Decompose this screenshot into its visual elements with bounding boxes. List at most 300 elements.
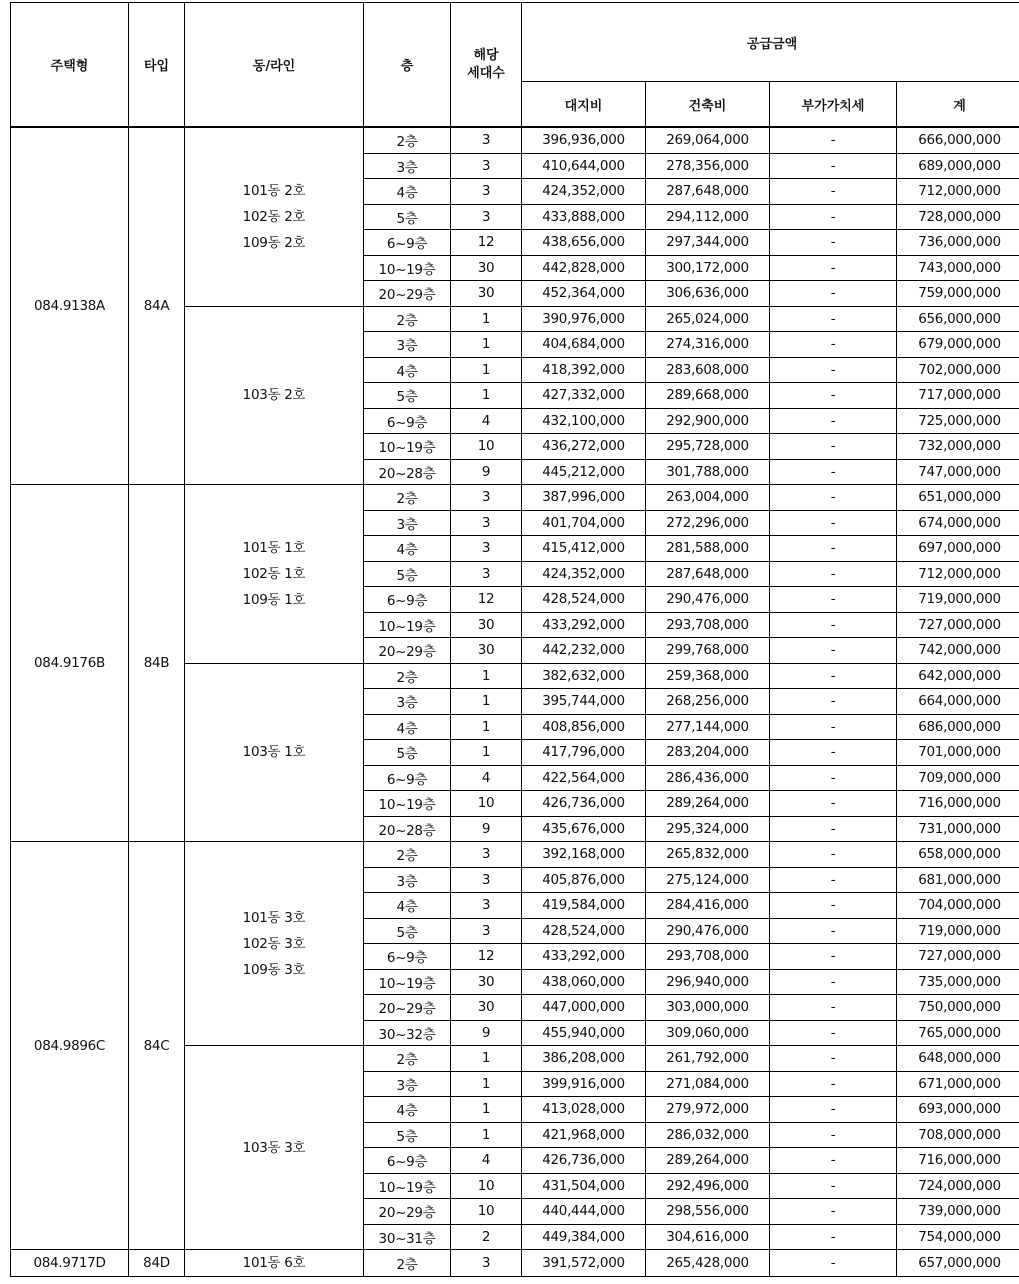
units-cell: 1: [451, 1046, 522, 1072]
vat-cell: -: [770, 1122, 897, 1148]
units-cell: 3: [451, 485, 522, 511]
units-cell: 3: [451, 842, 522, 868]
land-price-cell: 417,796,000: [522, 740, 646, 766]
units-cell: 3: [451, 153, 522, 179]
units-cell: 3: [451, 127, 522, 153]
vat-cell: -: [770, 969, 897, 995]
vat-cell: -: [770, 638, 897, 664]
dong-line-label: 109동 3호: [242, 961, 306, 978]
header-units: [451, 3, 522, 128]
units-cell: 1: [451, 1071, 522, 1097]
table-body: [11, 127, 1019, 1277]
units-cell: 1: [451, 663, 522, 689]
units-cell: 3: [451, 918, 522, 944]
table-row: [11, 1250, 1019, 1277]
units-cell: 12: [451, 230, 522, 256]
land-price-cell: 433,292,000: [522, 944, 646, 970]
land-price-cell: 432,100,000: [522, 408, 646, 434]
vat-cell: -: [770, 612, 897, 638]
units-cell: 10: [451, 1173, 522, 1199]
vat-cell: -: [770, 383, 897, 409]
total-price-cell: 642,000,000: [897, 663, 1019, 689]
total-price-cell: 728,000,000: [897, 204, 1019, 230]
floor-cell: 6~9층: [364, 1148, 451, 1174]
total-price-cell: 657,000,000: [897, 1250, 1019, 1277]
units-cell: 1: [451, 714, 522, 740]
building-price-cell: 277,144,000: [646, 714, 770, 740]
vat-cell: -: [770, 357, 897, 383]
total-price-cell: 648,000,000: [897, 1046, 1019, 1072]
building-price-cell: 297,344,000: [646, 230, 770, 256]
units-cell: 1: [451, 689, 522, 715]
vat-cell: -: [770, 332, 897, 358]
total-price-cell: 719,000,000: [897, 587, 1019, 613]
total-price-cell: 679,000,000: [897, 332, 1019, 358]
floor-cell: 2층: [364, 663, 451, 689]
total-price-cell: 724,000,000: [897, 1173, 1019, 1199]
total-price-cell: 709,000,000: [897, 765, 1019, 791]
floor-cell: 2층: [364, 485, 451, 511]
dong-line-label: 101동 3호: [242, 909, 306, 926]
vat-cell: -: [770, 255, 897, 281]
land-price-cell: 386,208,000: [522, 1046, 646, 1072]
land-price-cell: 408,856,000: [522, 714, 646, 740]
vat-cell: -: [770, 1071, 897, 1097]
header-building: 건축비: [646, 82, 770, 128]
units-cell: 3: [451, 179, 522, 205]
land-price-cell: 428,524,000: [522, 918, 646, 944]
total-price-cell: 750,000,000: [897, 995, 1019, 1021]
total-price-cell: 754,000,000: [897, 1224, 1019, 1250]
dong-line-cell: [185, 663, 364, 842]
dong-line-cell: [185, 842, 364, 1046]
floor-cell: 20~29층: [364, 281, 451, 307]
floor-cell: 5층: [364, 740, 451, 766]
land-price-cell: 401,704,000: [522, 510, 646, 536]
land-price-cell: 455,940,000: [522, 1020, 646, 1046]
total-price-cell: 731,000,000: [897, 816, 1019, 842]
type-cell: 84C: [129, 842, 185, 1250]
floor-cell: 5층: [364, 1122, 451, 1148]
land-price-cell: 433,888,000: [522, 204, 646, 230]
dong-line-label: 109동 2호: [242, 234, 306, 251]
building-price-cell: 281,588,000: [646, 536, 770, 562]
building-price-cell: 265,832,000: [646, 842, 770, 868]
units-cell: 30: [451, 255, 522, 281]
units-cell: 12: [451, 587, 522, 613]
land-price-cell: 426,736,000: [522, 791, 646, 817]
floor-cell: 2층: [364, 127, 451, 153]
floor-cell: 6~9층: [364, 944, 451, 970]
type-cell: 84B: [129, 485, 185, 842]
land-price-cell: 387,996,000: [522, 485, 646, 511]
building-price-cell: 275,124,000: [646, 867, 770, 893]
floor-cell: 2층: [364, 842, 451, 868]
building-price-cell: 296,940,000: [646, 969, 770, 995]
land-price-cell: 426,736,000: [522, 1148, 646, 1174]
units-cell: 1: [451, 1097, 522, 1123]
floor-cell: 6~9층: [364, 587, 451, 613]
floor-cell: 4층: [364, 893, 451, 919]
units-cell: 10: [451, 791, 522, 817]
total-price-cell: 701,000,000: [897, 740, 1019, 766]
land-price-cell: 395,744,000: [522, 689, 646, 715]
units-cell: 30: [451, 969, 522, 995]
building-price-cell: 292,496,000: [646, 1173, 770, 1199]
floor-cell: 10~19층: [364, 612, 451, 638]
land-price-cell: 421,968,000: [522, 1122, 646, 1148]
land-price-cell: 445,212,000: [522, 459, 646, 485]
land-price-cell: 399,916,000: [522, 1071, 646, 1097]
building-price-cell: 259,368,000: [646, 663, 770, 689]
header-housing-type: 주택형: [11, 3, 129, 128]
floor-cell: 20~29층: [364, 1199, 451, 1225]
dong-line-cell: [185, 1250, 364, 1277]
vat-cell: -: [770, 434, 897, 460]
type-cell: 84D: [129, 1250, 185, 1277]
vat-cell: -: [770, 663, 897, 689]
total-price-cell: 765,000,000: [897, 1020, 1019, 1046]
supply-price-table: [10, 2, 1019, 1277]
building-price-cell: 271,084,000: [646, 1071, 770, 1097]
vat-cell: -: [770, 1250, 897, 1277]
total-price-cell: 686,000,000: [897, 714, 1019, 740]
dong-line-label: 102동 3호: [242, 935, 306, 952]
land-price-cell: 442,232,000: [522, 638, 646, 664]
land-price-cell: 396,936,000: [522, 127, 646, 153]
land-price-cell: 442,828,000: [522, 255, 646, 281]
dong-line-label: 109동 1호: [242, 591, 306, 608]
units-cell: 3: [451, 893, 522, 919]
building-price-cell: 263,004,000: [646, 485, 770, 511]
total-price-cell: 742,000,000: [897, 638, 1019, 664]
land-price-cell: 436,272,000: [522, 434, 646, 460]
dong-line-label: 103동 3호: [242, 1139, 306, 1156]
housing-type-cell: 084.9138A: [11, 127, 129, 485]
building-price-cell: 289,668,000: [646, 383, 770, 409]
floor-cell: 5층: [364, 918, 451, 944]
land-price-cell: 447,000,000: [522, 995, 646, 1021]
land-price-cell: 392,168,000: [522, 842, 646, 868]
dong-line-label: 101동 6호: [242, 1255, 306, 1271]
building-price-cell: 290,476,000: [646, 918, 770, 944]
floor-cell: 20~28층: [364, 816, 451, 842]
header-floor: 층: [364, 3, 451, 128]
building-price-cell: 265,024,000: [646, 306, 770, 332]
building-price-cell: 298,556,000: [646, 1199, 770, 1225]
total-price-cell: 732,000,000: [897, 434, 1019, 460]
land-price-cell: 438,656,000: [522, 230, 646, 256]
total-price-cell: 759,000,000: [897, 281, 1019, 307]
units-cell: 3: [451, 867, 522, 893]
vat-cell: -: [770, 740, 897, 766]
units-cell: 1: [451, 306, 522, 332]
total-price-cell: 704,000,000: [897, 893, 1019, 919]
header-land: 대지비: [522, 82, 646, 128]
units-cell: 3: [451, 561, 522, 587]
units-cell: 3: [451, 1250, 522, 1277]
total-price-cell: 708,000,000: [897, 1122, 1019, 1148]
vat-cell: -: [770, 408, 897, 434]
dong-line-cell: [185, 485, 364, 664]
floor-cell: 4층: [364, 536, 451, 562]
total-price-cell: 716,000,000: [897, 791, 1019, 817]
floor-cell: 2층: [364, 1046, 451, 1072]
vat-cell: -: [770, 306, 897, 332]
total-price-cell: 689,000,000: [897, 153, 1019, 179]
header-dong-line: 동/라인: [185, 3, 364, 128]
units-cell: 10: [451, 434, 522, 460]
units-cell: 30: [451, 995, 522, 1021]
header-total: 계: [897, 82, 1019, 128]
units-cell: 4: [451, 765, 522, 791]
building-price-cell: 294,112,000: [646, 204, 770, 230]
total-price-cell: 666,000,000: [897, 127, 1019, 153]
land-price-cell: 440,444,000: [522, 1199, 646, 1225]
building-price-cell: 287,648,000: [646, 561, 770, 587]
dong-line-cell: [185, 127, 364, 306]
vat-cell: -: [770, 230, 897, 256]
vat-cell: -: [770, 127, 897, 153]
housing-type-cell: 084.9896C: [11, 842, 129, 1250]
units-cell: 2: [451, 1224, 522, 1250]
units-cell: 12: [451, 944, 522, 970]
floor-cell: 10~19층: [364, 969, 451, 995]
total-price-cell: 658,000,000: [897, 842, 1019, 868]
total-price-cell: 736,000,000: [897, 230, 1019, 256]
total-price-cell: 693,000,000: [897, 1097, 1019, 1123]
total-price-cell: 651,000,000: [897, 485, 1019, 511]
total-price-cell: 674,000,000: [897, 510, 1019, 536]
building-price-cell: 287,648,000: [646, 179, 770, 205]
land-price-cell: 413,028,000: [522, 1097, 646, 1123]
land-price-cell: 390,976,000: [522, 306, 646, 332]
land-price-cell: 427,332,000: [522, 383, 646, 409]
housing-type-cell: 084.9176B: [11, 485, 129, 842]
units-cell: 4: [451, 408, 522, 434]
building-price-cell: 269,064,000: [646, 127, 770, 153]
land-price-cell: 410,644,000: [522, 153, 646, 179]
building-price-cell: 295,728,000: [646, 434, 770, 460]
units-cell: 4: [451, 1148, 522, 1174]
total-price-cell: 697,000,000: [897, 536, 1019, 562]
total-price-cell: 727,000,000: [897, 612, 1019, 638]
header-supply-price: 공급금액: [522, 3, 1019, 82]
total-price-cell: 725,000,000: [897, 408, 1019, 434]
floor-cell: 30~32층: [364, 1020, 451, 1046]
land-price-cell: 452,364,000: [522, 281, 646, 307]
land-price-cell: 419,584,000: [522, 893, 646, 919]
units-cell: 3: [451, 204, 522, 230]
building-price-cell: 286,436,000: [646, 765, 770, 791]
building-price-cell: 268,256,000: [646, 689, 770, 715]
floor-cell: 5층: [364, 561, 451, 587]
header-units-line-2: 세대수: [467, 65, 505, 81]
header-vat: 부가가치세: [770, 82, 897, 128]
floor-cell: 10~19층: [364, 255, 451, 281]
vat-cell: -: [770, 179, 897, 205]
building-price-cell: 306,636,000: [646, 281, 770, 307]
floor-cell: 6~9층: [364, 765, 451, 791]
floor-cell: 3층: [364, 867, 451, 893]
dong-line-cell: [185, 306, 364, 485]
land-price-cell: 422,564,000: [522, 765, 646, 791]
units-cell: 1: [451, 383, 522, 409]
floor-cell: 6~9층: [364, 230, 451, 256]
total-price-cell: 717,000,000: [897, 383, 1019, 409]
vat-cell: -: [770, 714, 897, 740]
units-cell: 1: [451, 740, 522, 766]
total-price-cell: 735,000,000: [897, 969, 1019, 995]
total-price-cell: 656,000,000: [897, 306, 1019, 332]
vat-cell: -: [770, 791, 897, 817]
floor-cell: 4층: [364, 714, 451, 740]
building-price-cell: 283,608,000: [646, 357, 770, 383]
units-cell: 9: [451, 1020, 522, 1046]
total-price-cell: 664,000,000: [897, 689, 1019, 715]
dong-line-label: 103동 2호: [242, 387, 306, 404]
building-price-cell: 283,204,000: [646, 740, 770, 766]
vat-cell: -: [770, 689, 897, 715]
vat-cell: -: [770, 1020, 897, 1046]
units-cell: 1: [451, 1122, 522, 1148]
building-price-cell: 279,972,000: [646, 1097, 770, 1123]
units-cell: 3: [451, 510, 522, 536]
building-price-cell: 286,032,000: [646, 1122, 770, 1148]
floor-cell: 3층: [364, 1071, 451, 1097]
total-price-cell: 681,000,000: [897, 867, 1019, 893]
vat-cell: -: [770, 1224, 897, 1250]
floor-cell: 3층: [364, 153, 451, 179]
building-price-cell: 299,768,000: [646, 638, 770, 664]
total-price-cell: 716,000,000: [897, 1148, 1019, 1174]
dong-line-label: 102동 2호: [242, 208, 306, 225]
dong-line-cell: [185, 1046, 364, 1250]
land-price-cell: 424,352,000: [522, 179, 646, 205]
dong-line-label: 102동 1호: [242, 565, 306, 582]
building-price-cell: 289,264,000: [646, 1148, 770, 1174]
land-price-cell: 438,060,000: [522, 969, 646, 995]
floor-cell: 20~29층: [364, 995, 451, 1021]
land-price-cell: 431,504,000: [522, 1173, 646, 1199]
total-price-cell: 719,000,000: [897, 918, 1019, 944]
floor-cell: 3층: [364, 510, 451, 536]
total-price-cell: 671,000,000: [897, 1071, 1019, 1097]
building-price-cell: 272,296,000: [646, 510, 770, 536]
type-cell: 84A: [129, 127, 185, 485]
land-price-cell: 382,632,000: [522, 663, 646, 689]
building-price-cell: 278,356,000: [646, 153, 770, 179]
land-price-cell: 415,412,000: [522, 536, 646, 562]
floor-cell: 20~29층: [364, 638, 451, 664]
building-price-cell: 261,792,000: [646, 1046, 770, 1072]
building-price-cell: 301,788,000: [646, 459, 770, 485]
vat-cell: -: [770, 918, 897, 944]
vat-cell: -: [770, 995, 897, 1021]
building-price-cell: 304,616,000: [646, 1224, 770, 1250]
floor-cell: 4층: [364, 1097, 451, 1123]
building-price-cell: 289,264,000: [646, 791, 770, 817]
floor-cell: 5층: [364, 383, 451, 409]
building-price-cell: 274,316,000: [646, 332, 770, 358]
vat-cell: -: [770, 816, 897, 842]
building-price-cell: 295,324,000: [646, 816, 770, 842]
land-price-cell: 424,352,000: [522, 561, 646, 587]
units-cell: 3: [451, 536, 522, 562]
units-cell: 10: [451, 1199, 522, 1225]
vat-cell: -: [770, 1148, 897, 1174]
units-cell: 9: [451, 816, 522, 842]
total-price-cell: 712,000,000: [897, 561, 1019, 587]
vat-cell: -: [770, 944, 897, 970]
floor-cell: 3층: [364, 689, 451, 715]
housing-type-cell: 084.9717D: [11, 1250, 129, 1277]
vat-cell: -: [770, 281, 897, 307]
floor-cell: 30~31층: [364, 1224, 451, 1250]
vat-cell: -: [770, 765, 897, 791]
table-row: [11, 485, 1019, 511]
building-price-cell: 293,708,000: [646, 944, 770, 970]
vat-cell: -: [770, 1199, 897, 1225]
table-row: [11, 127, 1019, 153]
units-cell: 1: [451, 357, 522, 383]
total-price-cell: 702,000,000: [897, 357, 1019, 383]
building-price-cell: 284,416,000: [646, 893, 770, 919]
units-cell: 9: [451, 459, 522, 485]
vat-cell: -: [770, 1097, 897, 1123]
land-price-cell: 404,684,000: [522, 332, 646, 358]
land-price-cell: 433,292,000: [522, 612, 646, 638]
building-price-cell: 265,428,000: [646, 1250, 770, 1277]
table-row: [11, 842, 1019, 868]
land-price-cell: 418,392,000: [522, 357, 646, 383]
floor-cell: 10~19층: [364, 1173, 451, 1199]
total-price-cell: 747,000,000: [897, 459, 1019, 485]
building-price-cell: 303,000,000: [646, 995, 770, 1021]
total-price-cell: 743,000,000: [897, 255, 1019, 281]
vat-cell: -: [770, 153, 897, 179]
land-price-cell: 428,524,000: [522, 587, 646, 613]
units-cell: 30: [451, 638, 522, 664]
building-price-cell: 293,708,000: [646, 612, 770, 638]
floor-cell: 4층: [364, 179, 451, 205]
table-header: [11, 3, 1019, 128]
vat-cell: -: [770, 536, 897, 562]
building-price-cell: 300,172,000: [646, 255, 770, 281]
land-price-cell: 391,572,000: [522, 1250, 646, 1277]
total-price-cell: 739,000,000: [897, 1199, 1019, 1225]
floor-cell: 10~19층: [364, 791, 451, 817]
vat-cell: -: [770, 204, 897, 230]
dong-line-label: 101동 2호: [242, 182, 306, 199]
floor-cell: 4층: [364, 357, 451, 383]
vat-cell: -: [770, 510, 897, 536]
floor-cell: 6~9층: [364, 408, 451, 434]
floor-cell: 2층: [364, 306, 451, 332]
floor-cell: 20~28층: [364, 459, 451, 485]
floor-cell: 10~19층: [364, 434, 451, 460]
vat-cell: -: [770, 561, 897, 587]
dong-line-label: 103동 1호: [242, 744, 306, 761]
total-price-cell: 712,000,000: [897, 179, 1019, 205]
header-type: 타입: [129, 3, 185, 128]
vat-cell: -: [770, 842, 897, 868]
vat-cell: -: [770, 1046, 897, 1072]
total-price-cell: 727,000,000: [897, 944, 1019, 970]
floor-cell: 5층: [364, 204, 451, 230]
header-units-line-1: 해당: [473, 47, 499, 63]
land-price-cell: 449,384,000: [522, 1224, 646, 1250]
